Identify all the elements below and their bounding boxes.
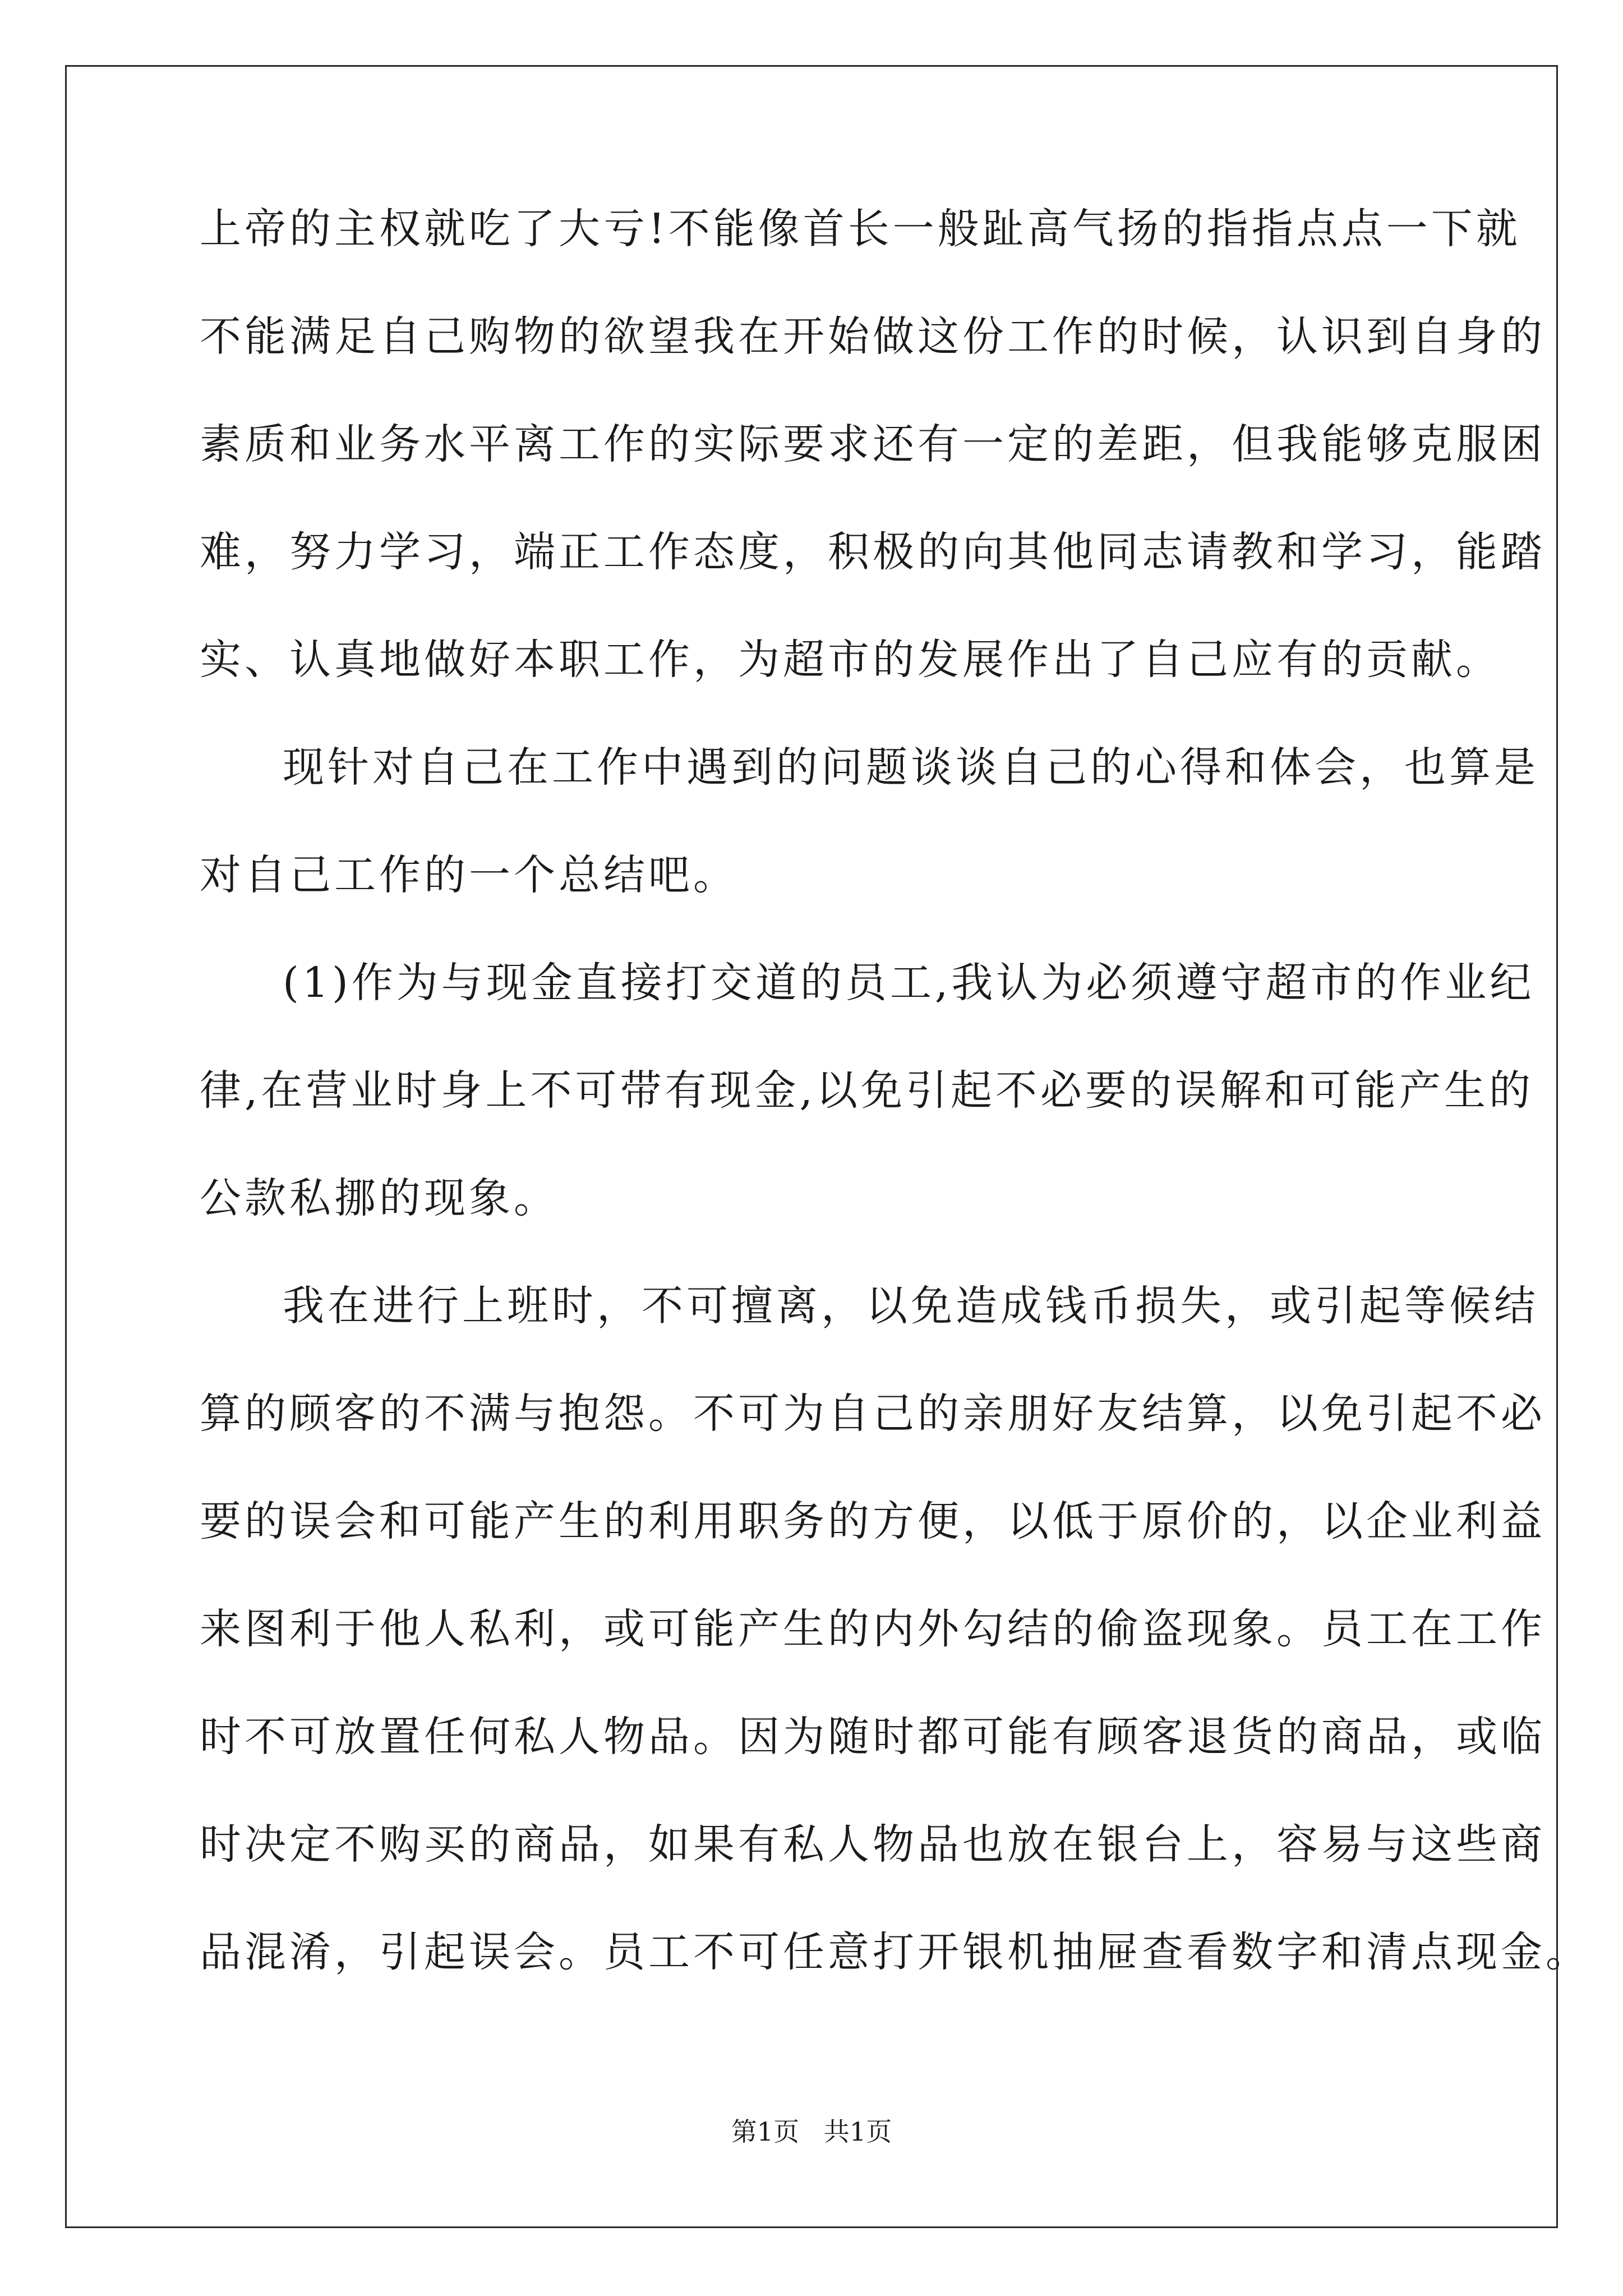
text-line: 算的顾客的不满与抱怨。不可为自己的亲朋好友结算，以免引起不必 xyxy=(200,1389,1546,1438)
text-line: 律,在营业时身上不可带有现金,以免引起不必要的误解和可能产生的 xyxy=(200,1066,1534,1115)
text-line: 难，努力学习，端正工作态度，积极的向其他同志请教和学习，能踏 xyxy=(200,528,1546,576)
text-line: 不能满足自己购物的欲望我在开始做这份工作的时候，认识到自身的 xyxy=(200,312,1546,361)
text-line: 对自己工作的一个总结吧。 xyxy=(200,851,738,899)
text-line: 上帝的主权就吃了大亏!不能像首长一般趾高气扬的指指点点一下就 xyxy=(200,205,1521,253)
text-line: 品混淆，引起误会。员工不可任意打开银机抽屉查看数字和清点现金。 xyxy=(200,1928,1590,1976)
text-line: 现针对自己在工作中遇到的问题谈谈自己的心得和体会，也算是 xyxy=(283,743,1539,792)
page-number: 第1页 共1页 xyxy=(731,2116,892,2147)
text-line: 实、认真地做好本职工作，为超市的发展作出了自己应有的贡献。 xyxy=(200,636,1501,684)
text-line: 时决定不购买的商品，如果有私人物品也放在银台上，容易与这些商 xyxy=(200,1820,1546,1869)
text-line: 公款私挪的现象。 xyxy=(200,1174,559,1222)
text-line: 素质和业务水平离工作的实际要求还有一定的差距，但我能够克服困 xyxy=(200,420,1546,468)
text-line: 时不可放置任何私人物品。因为随时都可能有顾客退货的商品，或临 xyxy=(200,1713,1546,1761)
text-line: 来图利于他人私利，或可能产生的内外勾结的偷盗现象。员工在工作 xyxy=(200,1605,1546,1653)
text-line: (1)作为与现金直接打交道的员工,我认为必须遵守超市的作业纪 xyxy=(283,959,1535,1007)
text-line: 我在进行上班时，不可擅离，以免造成钱币损失，或引起等候结 xyxy=(283,1282,1539,1330)
text-line: 要的误会和可能产生的利用职务的方便，以低于原价的，以企业利益 xyxy=(200,1497,1546,1545)
document-body xyxy=(200,202,1590,1979)
